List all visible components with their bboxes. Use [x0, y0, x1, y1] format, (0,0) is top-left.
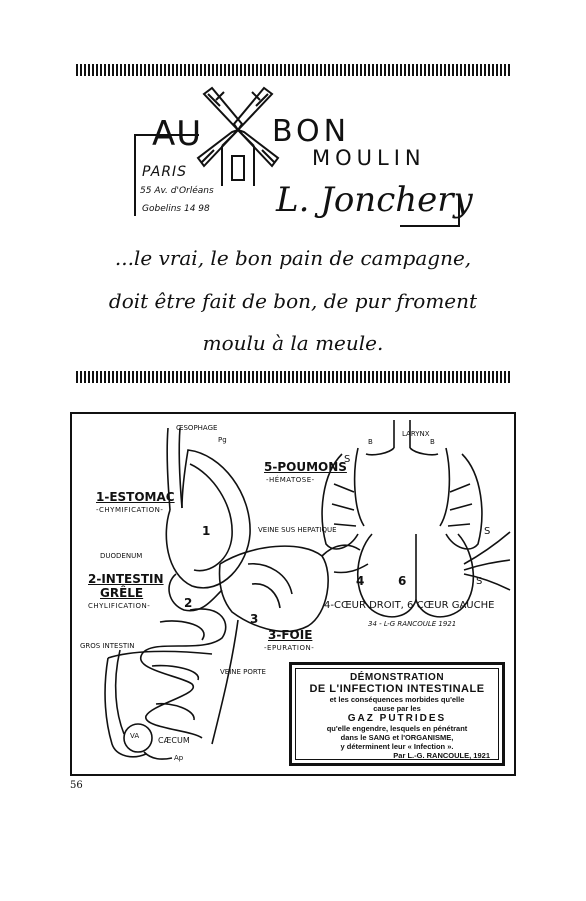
label-artist: 34 - L-G RANCOULE 1921: [368, 620, 457, 628]
anatomical-figure: [70, 412, 516, 776]
brand-bon: BON: [272, 114, 351, 149]
label-estomac: 1-ESTOMAC: [96, 490, 175, 504]
number-3: 3: [250, 612, 259, 626]
demo-line-6: qu'elle engendre, lesquels en pénétrant: [326, 724, 468, 733]
label-chylification: CHYLIFICATION-: [88, 602, 151, 610]
label-gros-intestin: GROS INTESTIN: [80, 642, 135, 650]
label-veine-porte: VEINE PORTE: [220, 668, 266, 676]
label-veine-sus-hepatique: VEINE SUS HEPATIQUE: [258, 526, 337, 534]
slogan-line-3: moulu à la meule.: [202, 331, 384, 355]
number-2: 2: [184, 596, 193, 610]
brand-au: AU: [152, 114, 203, 154]
label-s-upper: S: [484, 526, 491, 537]
label-caecum: CÆCUM: [158, 736, 190, 745]
demo-line-1: DÉMONSTRATION: [349, 672, 445, 683]
label-ap: Ap: [174, 754, 184, 762]
label-poumons: 5-POUMONS: [264, 460, 347, 474]
signature: L. Jonchery: [276, 180, 473, 220]
number-1: 1: [202, 524, 211, 538]
brand-moulin: MOULIN: [312, 146, 426, 170]
demo-line-9: Par L.-G. RANCOULE, 1921: [393, 751, 490, 760]
demo-line-8: y déterminent leur « Infection ».: [340, 742, 454, 751]
demo-line-5: GAZ PUTRIDES: [347, 713, 447, 724]
city: PARIS: [142, 164, 188, 180]
label-grele: GRÊLE: [100, 586, 144, 600]
demo-line-7: dans le SANG et l'ORGANISME,: [340, 733, 454, 742]
demonstration-box-inner: [295, 668, 499, 760]
label-pg: Pg: [218, 436, 227, 444]
number-4: 4: [356, 574, 365, 588]
slogan-line-1: ...le vrai, le bon pain de campagne,: [114, 246, 472, 270]
windmill-icon: [196, 86, 280, 190]
label-epuration: -EPURATION-: [264, 644, 315, 652]
label-foie: 3-FOIE: [268, 628, 313, 642]
advertisement: [0, 0, 586, 380]
label-larynx: LARYNX: [402, 430, 430, 438]
demonstration-box: [289, 662, 505, 766]
slogan-line-2: doit être fait de bon, de pur froment: [108, 289, 478, 313]
label-chymification: -CHYMIFICATION-: [96, 506, 164, 514]
label-s-left: S: [344, 454, 351, 465]
demo-line-3: et les conséquences morbides qu'elle: [329, 695, 465, 704]
label-s-lower: S: [476, 576, 483, 587]
decorative-rule-bottom: [76, 371, 510, 383]
demo-line-4: cause par les: [373, 704, 421, 713]
label-coeur: 4-CŒUR DROIT, 6 CŒUR GAUCHE: [324, 600, 495, 611]
label-b-left: B: [368, 438, 373, 446]
label-oesophage: ŒSOPHAGE: [176, 424, 218, 432]
label-intestin: 2-INTESTIN: [88, 572, 164, 586]
label-duodenum: DUODENUM: [100, 552, 143, 560]
phone: Gobelins 14 98: [142, 204, 210, 214]
label-b-right: B: [430, 438, 435, 446]
label-hematose: -HÉMATOSE-: [266, 476, 315, 484]
address: 55 Av. d'Orléans: [140, 186, 214, 196]
page-number: 56: [70, 780, 83, 791]
demo-line-2: DE L'INFECTION INTESTINALE: [309, 683, 485, 695]
number-6: 6: [398, 574, 407, 588]
label-va: VA: [130, 732, 140, 740]
